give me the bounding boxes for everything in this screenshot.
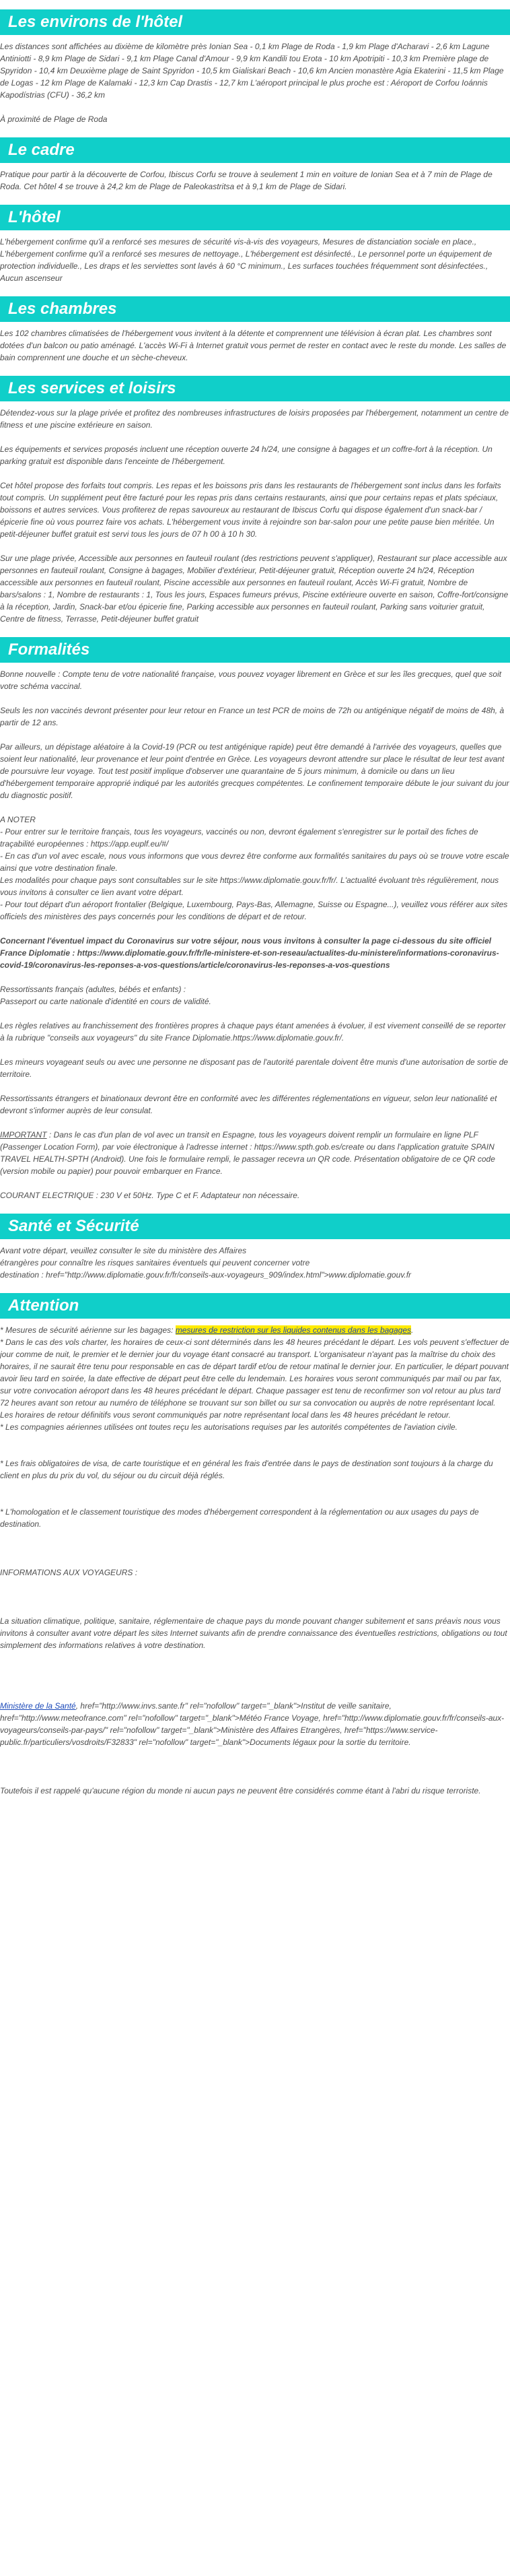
sante-line: étrangères pour connaître les risques sanitaires éventuels qui peuvent concerner votre (0, 1258, 310, 1267)
formalites-courant: COURANT ELECTRIQUE : 230 V et 50Hz. Type C et F. Adaptateur non nécessaire. (0, 1191, 300, 1200)
nota-title: A NOTER (0, 815, 36, 824)
section-title-chambres: Les chambres (0, 296, 510, 322)
formalites-p5: Les mineurs voyageant seuls ou avec une personne ne disposant pas de l'autorité parentale doivent être munis d'une autorisation de sortie de territoire. (0, 1057, 509, 1079)
section-title-attention: Attention (0, 1293, 510, 1319)
spacer (0, 1445, 510, 1457)
info-links (0, 1700, 510, 1748)
attention-p3: * Les compagnies aériennes utilisées ont toutes reçu les autorisations requises par les autorités compétentes de l'aviation civile. (0, 1422, 458, 1432)
section-services (0, 376, 510, 625)
spacer (0, 1542, 510, 1566)
ress-line: Passeport ou carte nationale d'identité en cours de validité. (0, 997, 211, 1006)
section-title-cadre: Le cadre (0, 137, 510, 163)
formalites-p4: Les règles relatives au franchissement des frontières propres à chaque pays étant amenées à évoluer, il est vivement conseillé de se reporter à la rubrique "conseils aux voyageurs" du site France Diplomatie.https://www.diplomatie.gouv.fr/. (0, 1021, 506, 1043)
chambres-text: Les 102 chambres climatisées de l'hébergement vous invitent à la détente et comprennent une télévision à écran plat. Les chambres sont dotées d'un balcon ou patio aménagé. L'accès Wi-Fi à Internet gratuit vous permet de rester en contact avec le reste du monde. Les salles de bain comprennent une douche et un sèche-cheveux. (0, 329, 507, 362)
formalites-p6: Ressortissants étrangers et binationaux devront être en conformité avec les différentes réglementations en vigueur, selon leur nationalité et devront s'informer auprès de leur consulat. (0, 1094, 497, 1115)
important-label: IMPORTANT (0, 1130, 47, 1140)
nota-line: - Pour tout départ d'un aéroport frontalier (Belgique, Luxembourg, Pays-Bas, Allemagne, Suisse ou Espagne...), veuillez vous référer aux sites officiels des ministères des pays concernés pour les conditions de départ et de retour. (0, 900, 508, 921)
attention-l1-post: . (411, 1325, 414, 1335)
formalites-coronavirus-notice: Concernant l'éventuel impact du Coronavirus sur votre séjour, nous vous invitons à consulter la page ci-dessous du site officiel France Diplomatie : https://www.diplomatie.gouv.fr/fr/le-ministere-et-son-reseau/actualites-du-ministere/informations-coronavirus-covid-19/coronavirus-les-reponses-a-vos-questions/article/coronavirus-les-reponses-a-vos-questions (0, 936, 499, 970)
section-title-hotel: L'hôtel (0, 205, 510, 230)
sante-text (0, 1245, 510, 1281)
terrorism-notice: Toutefois il est rappelé qu'aucune région du monde ni aucun pays ne peuvent être considérés comme étant à l'abri du risque terroriste. (0, 1786, 481, 1795)
ress-line: Ressortissants français (adultes, bébés et enfants) : (0, 985, 186, 994)
liquid-restriction-link[interactable]: mesures de restriction sur les liquides contenus dans les bagages (175, 1325, 412, 1335)
formalites-ressortissants (0, 983, 510, 1008)
section-title-sante: Santé et Sécurité (0, 1214, 510, 1239)
cadre-text: Pratique pour partir à la découverte de Corfou, Ibiscus Corfu se trouve à seulement 1 min en voiture de Ionian Sea et à 7 min de Plage de Roda. Cet hôtel 4 se trouve à 24,2 km de Plage de Paleokastritsa et à 9,1 km de Plage de Sidari. (0, 170, 493, 191)
services-p2: Les équipements et services proposés incluent une réception ouverte 24 h/24, une consigne à bagages et un coffre-fort à la réception. Un parking gratuit est disponible dans l'enceinte de l'hébergement. (0, 444, 493, 466)
section-environs (0, 9, 510, 125)
section-formalites (0, 637, 510, 1201)
services-p3: Cet hôtel propose des forfaits tout compris. Les repas et les boissons pris dans les restaurants de l'hébergement sont inclus dans les forfaits tout compris. Un supplément peut être facturé pour les repas pris dans certains restaurants, ainsi que pour certains repas et plats spéciaux, boissons et autres services. Vous profiterez de repas savoureux au restaurant de Ibiscus Corfu qui dispose également d'un snack-bar / épicerie fine où vous pourrez faire vos achats. L'hébergement vous invite à rejoindre son bar-salon pour une petite pause bien méritée. Un petit-déjeuner buffet gratuit est servi tous les jours de 07 h 00 à 10 h 30. (0, 481, 501, 539)
spacer (0, 1760, 510, 1785)
info-title: INFORMATIONS AUX VOYAGEURS : (0, 1568, 138, 1577)
section-title-services: Les services et loisirs (0, 376, 510, 401)
environs-proximity: À proximité de Plage de Roda (0, 114, 108, 124)
info-links-text: , href="http://www.invs.sante.fr" rel="nofollow" target="_blank">Institut de veille sanitaire, href="http://www.meteofrance.com" rel="nofollow" target="_blank">Météo France Voyage, href="http://www.diplomatie.gouv.fr/fr/conseils-aux-voyageurs/conseils-par-pays/" rel="nofollow" target="_blank">Ministère des Affaires Etrangères, href="https://www.service-public.fr/particuliers/vosdroits/F32833" rel="nofollow" target="_blank">Documents légaux pour la sortie du territoire. (0, 1701, 505, 1747)
section-sante (0, 1214, 510, 1281)
formalites-p2: Seuls les non vaccinés devront présenter pour leur retour en France un test PCR de moins de 72h ou antigénique négatif de moins de 48h, à partir de 12 ans. (0, 706, 505, 727)
ministere-sante-link[interactable]: Ministère de la Santé (0, 1701, 76, 1711)
nota-line: Les modalités pour chaque pays sont consultables sur le site https://www.diplomatie.gouv.fr/fr/. L'actualité évoluant très régulièrement, nous vous invitons à consulter ce lien avant votre départ. (0, 876, 499, 897)
section-title-formalites: Formalités (0, 637, 510, 663)
spacer (0, 1494, 510, 1506)
attention-p2: * Dans le cas des vols charter, les horaires de ceux-ci sont déterminés dans les 48 heures précédant le départ. Les vols peuvent s'effectuer de jour comme de nuit, le premier et le dernier jour du voyage étant consacré au transport. L'organisateur n'ayant pas la maîtrise du choix des horaires, il ne saurait être tenu pour responsable en cas de départ tardif et/ou de retour matinal le dernier jour. En particulier, le départ pouvant avoir lieu tard en soirée, la date effective de départ peut être celle du lendemain. Les horaires vous seront communiqués par mail ou par fax, sur votre convocation aéroport dans les 48 heures précédant le départ. Chaque passager est tenu de reconfirmer son vol retour au plus tard 72 heures avant son retour au numéro de téléphone se trouvant sur son billet ou sur sa convocation ou auprès de notre représentant local. Les horaires de retour définitifs vous seront communiqués par notre représentant local dans les 48 heures précédant le retour. (0, 1337, 509, 1420)
sante-line: Avant votre départ, veuillez consulter le site du ministère des Affaires (0, 1246, 247, 1255)
services-p4: Sur une plage privée, Accessible aux personnes en fauteuil roulant (des restrictions peuvent s'appliquer), Restaurant sur place accessible aux personnes en fauteuil roulant, Consigne à bagages, Mobilier d'extérieur, Petit-déjeuner gratuit, Réception ouverte 24 h/24, Réception accessible aux personnes en fauteuil roulant, Piscine accessible aux personnes en fauteuil roulant, Accès Wi-Fi gratuit, Nombre de bars/salons : 1, Nombre de restaurants : 1, Tous les jours, Espaces fumeurs prévus, Piscine extérieure ouverte en saison, Coffre-fort/consigne à la réception, Jardin, Snack-bar et/ou épicerie fine, Parking accessible aux personnes en fauteuil roulant, Parking sans voiturier gratuit, Centre de fitness, Terrasse, Petit-déjeuner buffet gratuit (0, 554, 509, 624)
info-text: La situation climatique, politique, sanitaire, réglementaire de chaque pays du monde pouvant changer subitement et sans préavis nous vous invitons à consulter avant votre départ les sites Internet suivants afin de prendre connaissance des éventuelles restrictions, obligations ou tout simplement des informations relatives à votre destination. (0, 1616, 507, 1650)
attention-l1-pre: * Mesures de sécurité aérienne sur les bagages: (0, 1325, 176, 1335)
important-text: : Dans le cas d'un plan de vol avec un transit en Espagne, tous les voyageurs doivent remplir un formulaire en ligne PLF (Passenger Location Form), par voie électronique à l'adresse internet : https://www.spth.gob.es/create ou dans l'application gratuite SPAIN TRAVEL HEALTH-SPTH (Android). Une fois le formulaire rempli, le passager recevra un QR code. Présentation obligatoire de ce QR code (version mobile ou papier) pour pouvoir embarquer en France. (0, 1130, 495, 1176)
hotel-text: L'hébergement confirme qu'il a renforcé ses mesures de sécurité vis-à-vis des voyageurs, Mesures de distanciation sociale en place., L'hébergement confirme qu'il a renforcé ses mesures de nettoyage., L'hébergement est désinfecté., Le personnel porte un équipement de protection individuelle., Les draps et les serviettes sont lavés à 60 °C minimum., Les surfaces touchées fréquemment sont désinfectées., Aucun ascenseur (0, 237, 493, 283)
page (0, 9, 510, 1797)
sante-line: destination : href="http://www.diplomatie.gouv.fr/fr/conseils-aux-voyageurs_909/index.html">www.diplomatie.gouv.fr (0, 1270, 412, 1280)
nota-line: - Pour entrer sur le territoire français, tous les voyageurs, vaccinés ou non, devront également s'enregistrer sur le portail des fiches de traçabilité européennes : https://app.euplf.eu/#/ (0, 827, 478, 849)
section-title-environs: Les environs de l'hôtel (0, 9, 510, 35)
section-cadre (0, 137, 510, 193)
attention-l1 (0, 1324, 510, 1336)
formalites-nota (0, 814, 510, 923)
environs-distances: Les distances sont affichées au dixième de kilomètre près Ionian Sea - 0,1 km Plage de Roda - 1,9 km Plage d'Acharavi - 2,6 km Lagune Antiniotti - 8,9 km Plage de Sidari - 9,1 km Plage Canal d'Amour - 9,9 km Kandili tou Erota - 10 km Apotripiti - 10,3 km Première plage de Spyridon - 10,4 km Deuxième plage de Saint Spyridon - 10,5 km Gialiskari Beach - 10,6 km Ancien monastère Agia Ekaterini - 11,5 km Plage de Logas - 12 km Plage de Kalamaki - 12,3 km Cap Drastis - 12,7 km L'aéroport principal le plus proche est : Aéroport de Corfou Ioánnis Kapodístrias (CFU) - 36,2 km (0, 42, 504, 100)
spacer (0, 1591, 510, 1615)
formalites-p3: Par ailleurs, un dépistage aléatoire à la Covid-19 (PCR ou test antigénique rapide) peut être demandé à l'arrivée des voyageurs, quelles que soient leur nationalité, leur provenance et leur point d'entrée en Grèce. Les voyageurs devront attendre sur place le résultat de leur test avant de poursuivre leur voyage. Tout test positif implique d'observer une quarantaine de 5 jours minimum, à domicile ou dans un lieu d'hébergement temporaire approprié indiqué par les autorités grecques compétentes. Le confinement temporaire débute le jour suivant du jour du diagnostic positif. (0, 742, 509, 800)
nota-line: - En cas d'un vol avec escale, nous vous informons que vous devrez être conforme aux formalités sanitaires du pays où se trouve votre escale ainsi que votre destination finale. (0, 851, 509, 873)
formalites-important (0, 1129, 510, 1177)
services-p1: Détendez-vous sur la plage privée et profitez des nombreuses infrastructures de loisirs proposées par l'hébergement, notamment un centre de fitness et une piscine extérieure en saison. (0, 408, 509, 430)
attention-p5: * L'homologation et le classement touristique des modes d'hébergement correspondent à la réglementation ou aux usages du pays de destination. (0, 1507, 479, 1529)
section-hotel (0, 205, 510, 284)
section-attention (0, 1293, 510, 1797)
formalites-p1: Bonne nouvelle : Compte tenu de votre nationalité française, vous pouvez voyager librement en Grèce et sur les îles grecques, quel que soit votre schéma vaccinal. (0, 669, 502, 691)
attention-p4: * Les frais obligatoires de visa, de carte touristique et en général les frais d'entrée dans le pays de destination sont toujours à la charge du client en plus du prix du vol, du séjour ou du circuit déjà réglés. (0, 1459, 493, 1480)
section-chambres (0, 296, 510, 364)
spacer (0, 1663, 510, 1700)
